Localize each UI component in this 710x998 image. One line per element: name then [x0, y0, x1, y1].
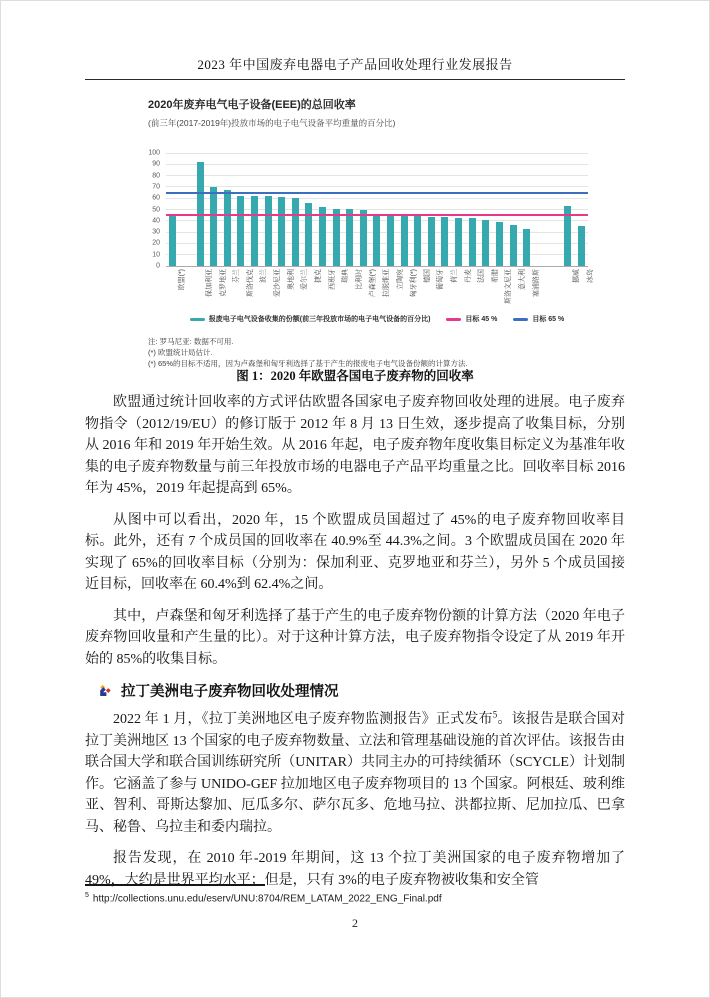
x-label-slot — [343, 266, 363, 312]
bar-slot — [397, 153, 411, 266]
paragraph-eu-results: 从图中可以看出，2020 年，15 个欧盟成员国超过了 45%的电子废弃物回收率目标。此外，还有 7 个成员国的回收率在 40.9%至 44.3%之间。3 个欧盟成员国在 2020 年实现了 65%的回收率目标（分别为：保加利亚、克罗地亚和芬兰），另外 5 个成员国接近目标，回收率在 60.4%到 62.4%之间。 — [85, 512, 625, 592]
chart-note: (*) 65%的目标不适用，因为卢森堡和匈牙利选择了基于产生的报废电子电气设备份额的计算方法. — [148, 358, 468, 368]
bar-slot — [234, 153, 248, 266]
bar-slot — [452, 153, 466, 266]
chart-legend — [166, 314, 588, 324]
footnote-marker: 5 — [85, 892, 89, 899]
bar — [210, 187, 217, 266]
x-label-slot — [506, 266, 527, 312]
bar — [346, 209, 353, 266]
legend-item — [190, 314, 431, 324]
footnote-url[interactable]: http://collections.unu.edu/eserv/UNU:8704/REM_LATAM_2022_ENG_Final.pdf — [92, 893, 442, 905]
bar-slot — [220, 153, 234, 266]
y-tick-label: 70 — [152, 183, 160, 191]
bar-slot — [479, 153, 493, 266]
paragraph-latam-report: 2022 年 1 月，《拉丁美洲地区电子废弃物监测报告》正式发布$^5$。该报告是联合国对拉丁美洲地区 13 个国家的电子废弃物数量、立法和管理基础设施的首次评估。该报告由联合国大学和联合国训练研究所（UNITAR）共同主办的可持续循环（SCYCLE）计划制作。它涵盖了参与 UNIDO-GEF 拉加地区电子废弃物项目的 13 个国家。阿根廷、玻利维亚、智利、哥斯达黎加、厄瓜多尔、萨尔瓦多、危地马拉、洪都拉斯、尼加拉瓜、巴拿马、秘鲁、乌拉圭和委内瑞拉。 — [85, 709, 625, 835]
bar-slot — [329, 153, 343, 266]
bar — [224, 190, 231, 267]
bar — [251, 196, 258, 266]
target-line — [166, 214, 588, 216]
chart-x-axis — [166, 266, 595, 312]
legend-label: 目标 45 % — [465, 316, 498, 323]
x-label-slot — [465, 266, 486, 312]
x-label-slot — [261, 266, 282, 312]
legend-label: 目标 65 % — [532, 316, 565, 323]
section-bullet-icon — [99, 685, 111, 697]
chart-plot — [166, 153, 588, 266]
bar-slot — [425, 153, 439, 266]
x-label-slot — [561, 266, 581, 312]
x-axis-label: 爱尔兰 — [301, 269, 309, 290]
legend-label: 报废电子电气设备收集的份额(前三年投放市场的电子电气设备的百分比) — [208, 316, 431, 323]
x-label-slot — [411, 266, 431, 312]
x-label-slot — [180, 266, 194, 312]
bar — [387, 214, 394, 266]
bar-slot — [547, 153, 561, 266]
x-label-slot — [452, 266, 472, 312]
x-label-slot — [438, 266, 458, 312]
x-axis-label: 捷克 — [314, 269, 322, 283]
x-axis-label: 保加利亚 — [206, 269, 214, 297]
x-axis-label: 芬兰 — [233, 269, 241, 283]
x-axis-label: 葡萄牙 — [437, 269, 445, 290]
bar-slot — [411, 153, 425, 266]
legend-item — [513, 314, 564, 324]
x-label-slot — [302, 266, 322, 312]
x-axis-label: 冰岛 — [587, 269, 595, 283]
y-tick-label: 60 — [152, 194, 160, 202]
x-axis-label: 克罗地亚 — [219, 269, 227, 297]
bar-slot — [166, 153, 180, 266]
chart-plot-row — [140, 149, 600, 270]
bar — [333, 209, 340, 266]
bar-slot — [180, 153, 194, 266]
chart-y-axis — [140, 149, 166, 270]
legend-swatch — [446, 318, 461, 321]
bar — [455, 218, 462, 266]
x-axis-label: 德国 — [423, 269, 431, 283]
bar — [428, 217, 435, 266]
chart-subtitle: (前三年(2017-2019年)投放市场的电子电气设备平均重量的百分比) — [148, 118, 396, 128]
target-line — [166, 192, 588, 194]
legend-swatch — [513, 318, 528, 321]
y-tick-label: 0 — [156, 262, 160, 270]
chart-note: (*) 欧盟统计局估计. — [148, 347, 213, 357]
y-tick-label: 80 — [152, 172, 160, 180]
bar — [292, 198, 299, 266]
x-label-slot — [520, 266, 540, 312]
x-axis-label: 立陶宛 — [396, 269, 404, 290]
bar-slot — [370, 153, 384, 266]
header-divider — [85, 79, 625, 80]
x-label-slot — [574, 266, 595, 312]
body-text — [85, 392, 625, 901]
bar-slot — [438, 153, 452, 266]
x-label-slot — [220, 266, 241, 312]
x-label-slot — [316, 266, 336, 312]
bar-slot — [520, 153, 534, 266]
bar — [401, 216, 408, 266]
x-axis-label: 斯洛文尼亚 — [505, 269, 513, 304]
x-axis-label: 爱沙尼亚 — [274, 269, 282, 297]
x-label-slot — [547, 266, 561, 312]
legend-swatch — [190, 318, 205, 321]
bar — [441, 217, 448, 266]
bar-slot — [207, 153, 221, 266]
x-axis-label: 比利时 — [355, 269, 363, 290]
y-tick-label: 40 — [152, 217, 160, 225]
bar — [305, 203, 312, 266]
x-label-slot — [370, 266, 390, 312]
y-tick-label: 10 — [152, 251, 160, 259]
bar-slot — [384, 153, 398, 266]
footnote-reference: 5 — [492, 709, 498, 720]
x-label-slot — [275, 266, 295, 312]
x-axis-label: 法国 — [478, 269, 486, 283]
x-label-slot — [533, 266, 547, 312]
x-axis-label: 波兰 — [260, 269, 268, 283]
x-axis-label: 意大利 — [519, 269, 527, 290]
x-label-slot — [357, 266, 377, 312]
bar — [510, 225, 517, 266]
y-tick-label: 20 — [152, 239, 160, 247]
x-label-slot — [425, 266, 445, 312]
legend-item — [446, 314, 497, 324]
x-axis-label: 匈牙利(*) — [410, 269, 418, 298]
x-axis-label: 斯洛伐克 — [246, 269, 254, 297]
section-heading-latin-america — [99, 680, 625, 701]
footnote-area — [85, 884, 625, 904]
bar-slot — [261, 153, 275, 266]
x-label-slot — [479, 266, 499, 312]
bar-slot — [275, 153, 289, 266]
bar — [469, 218, 476, 266]
bar-slot — [357, 153, 371, 266]
chart-notes — [140, 337, 600, 370]
x-label-slot — [493, 266, 513, 312]
y-tick-label: 30 — [152, 228, 160, 236]
bar-slot — [343, 153, 357, 266]
x-axis-label: 卢森堡(*) — [369, 269, 377, 298]
bar-slot — [574, 153, 588, 266]
x-axis-label: 荷兰 — [451, 269, 458, 283]
bar — [237, 196, 244, 267]
x-label-slot — [207, 266, 227, 312]
x-axis-label: 拉脱维亚 — [382, 269, 390, 297]
bar — [278, 197, 285, 266]
paragraph-latam-findings: 报告发现，在 2010 年-2019 年期间，这 13 个拉丁美洲国家的电子废弃物增加了 49%，大约是世界平均水平；但是，只有 3%的电子废弃物被收集和安全管 — [85, 851, 625, 888]
bar-slot — [248, 153, 262, 266]
x-axis-label: 希腊 — [491, 269, 499, 283]
x-label-slot — [329, 266, 350, 312]
bar-slot — [302, 153, 316, 266]
paragraph-lux-hungary: 其中，卢森堡和匈牙利选择了基于产生的电子废弃物份额的计算方法（2020 年电子废弃物回收量和产生量的比）。对于这种计算方法，电子废弃物指令设定了从 2019 年开始的 85%的收集目标。 — [85, 608, 625, 667]
x-axis-label: 奥地利 — [287, 269, 295, 290]
x-axis-label: 丹麦 — [464, 269, 472, 283]
bar — [169, 214, 176, 266]
chart-bars — [166, 153, 588, 266]
y-tick-label: 100 — [148, 149, 160, 157]
paragraph-eu-directive: 欧盟通过统计回收率的方式评估欧盟各国家电子废弃物回收处理的进展。电子废弃物指令（2012/19/EU）的修订版于 2012 年 8 月 13 日生效，逐步提高了收集目标，分别从 2016 年和 2019 年开始生效。从 2016 年起，电子废弃物年度收集目标定义为基准年收集的电子废弃物数量与前三年投放市场的电器电子产品平均重量之比。回收率目标 2016 年为 45%，2019 年起提高到 65%。 — [85, 395, 625, 496]
section-heading-label: 拉丁美洲电子废弃物回收处理情况 — [121, 684, 339, 700]
running-header: 2023 年中国废弃电器电子产品回收处理行业发展报告 — [197, 57, 513, 72]
bar-slot — [533, 153, 547, 266]
chart-note: 注: 罗马尼亚: 数据不可用. — [148, 337, 234, 346]
x-label-slot — [248, 266, 268, 312]
eee-recovery-chart — [140, 96, 600, 370]
bar-slot — [493, 153, 507, 266]
y-tick-label: 50 — [152, 206, 160, 213]
x-label-slot — [397, 266, 418, 312]
bar-slot — [193, 153, 207, 266]
bar — [496, 222, 503, 266]
footnote-divider — [85, 884, 265, 886]
bar-slot — [316, 153, 330, 266]
bar-slot — [465, 153, 479, 266]
bar — [360, 210, 367, 266]
footnote — [85, 892, 625, 904]
x-label-slot — [166, 266, 186, 312]
bar — [265, 196, 272, 266]
x-axis-label: 挪威 — [573, 269, 581, 283]
bar — [373, 214, 380, 266]
bar — [482, 220, 489, 266]
bar — [523, 229, 530, 266]
bar-slot — [506, 153, 520, 266]
figure-caption: 图 1：2020 年欧盟各国电子废弃物的回收率 — [236, 369, 474, 383]
x-label-slot — [288, 266, 309, 312]
x-label-slot — [384, 266, 404, 312]
x-axis-label: 塞浦路斯 — [532, 269, 540, 297]
x-label-slot — [193, 266, 214, 312]
bar — [414, 216, 421, 266]
bar — [578, 226, 585, 266]
page-number: 2 — [352, 916, 358, 930]
bar-slot — [288, 153, 302, 266]
x-label-slot — [234, 266, 254, 312]
bar-slot — [561, 153, 575, 266]
x-axis-label: 瑞典 — [342, 269, 350, 283]
y-tick-label: 90 — [152, 160, 160, 168]
chart-title: 2020年废弃电气电子设备(EEE)的总回收率 — [148, 99, 356, 111]
x-axis-label: 欧盟(*) — [178, 269, 186, 291]
x-axis-label: 西班牙 — [328, 269, 336, 290]
